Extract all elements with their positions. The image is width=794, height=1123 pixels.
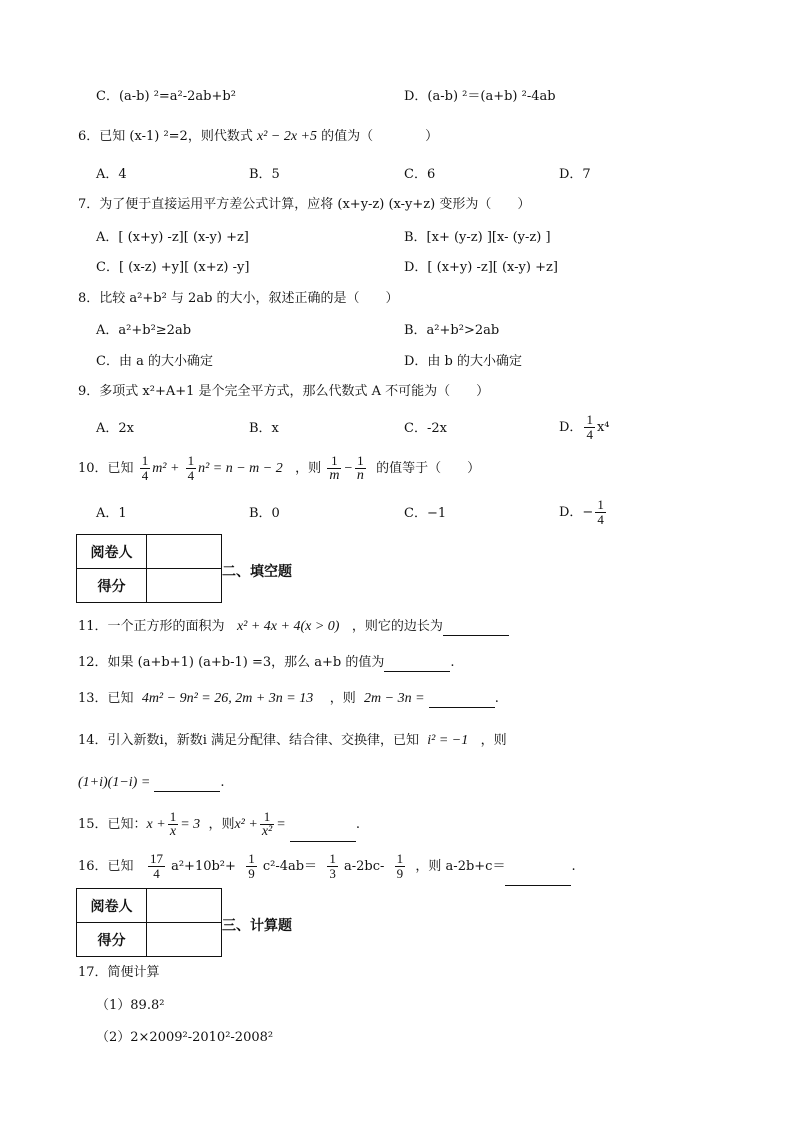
q9-option-a: A．2x — [96, 421, 134, 436]
q9-option-c: C．-2x — [404, 421, 447, 436]
q5-option-d: D．(a-b) ²＝(a+b) ²-4ab — [404, 89, 556, 104]
fraction-numerator: 1 — [169, 809, 177, 824]
fraction-numerator: 1 — [327, 454, 341, 469]
q11-pre: 11．一个正方形的面积为 — [78, 619, 225, 634]
q7-option-c: C．[ (x-z) +y][ (x+z) -y] — [96, 260, 250, 275]
q10-option-d — [559, 496, 608, 530]
q7-option-a: A．[ (x+y) -z][ (x-y) +z] — [96, 230, 249, 245]
q10-option-a: A．1 — [96, 506, 127, 521]
q17-title: 17．简便计算 — [78, 965, 160, 980]
fraction-denominator: x — [169, 824, 177, 839]
q11 — [78, 618, 509, 636]
q13-answer-blank[interactable] — [429, 693, 495, 708]
q10-term-2: n² = n − m − 2 — [198, 461, 283, 476]
q9-option-d-prefix: D． — [559, 420, 583, 435]
q12-text: 12．如果 (a+b+1) (a+b-1) =3，那么 a+b 的值为 — [78, 655, 385, 670]
q17-part-1: （1）89.8² — [96, 998, 165, 1013]
q15-x2: x² + — [234, 817, 258, 832]
fraction-denominator: 4 — [153, 866, 160, 881]
q16-post: ，则 a-2b+c＝ — [415, 859, 506, 874]
q16-answer-blank[interactable] — [505, 871, 571, 886]
fraction-denominator: 4 — [586, 427, 593, 442]
q10-option-d-prefix: D．− — [559, 505, 594, 520]
q9-stem: 9．多项式 x²+A+1 是个完全平方式，那么代数式 A 不可能为（ ） — [78, 384, 490, 399]
q11-answer-blank[interactable] — [443, 621, 509, 636]
q14-line1-pre: 14．引入新数i，新数i 满足分配律、结合律、交换律，已知 — [78, 733, 419, 748]
q16-fraction-1 — [148, 852, 165, 881]
q13-mid: ，则 — [329, 691, 356, 706]
reviewer-label: 阅卷人 — [77, 535, 147, 569]
q11-post: ，则它的边长为 — [351, 619, 443, 634]
q14-line1-post: ，则 — [480, 733, 507, 748]
q7-option-d: D．[ (x+y) -z][ (x-y) +z] — [404, 260, 558, 275]
q6-stem-pre: 6．已知 (x-1) ²=2，则代数式 — [78, 129, 253, 144]
q10-suffix: 的值等于（ ） — [376, 461, 481, 476]
fraction-denominator: m — [329, 468, 340, 483]
q16-term-2: c²-4ab＝ — [262, 859, 318, 874]
fraction-denominator: 9 — [396, 866, 404, 881]
q6-option-c: C．6 — [404, 167, 436, 182]
q15-mid: ，则 — [208, 817, 235, 832]
q14-line2-expression: (1+i)(1−i) = — [78, 775, 151, 790]
q14-line-1 — [78, 732, 507, 750]
q13-expression-2: 2m − 3n = — [364, 691, 425, 706]
q9-option-d-suffix: x⁴ — [596, 420, 610, 435]
q6-option-b: B．5 — [249, 167, 280, 182]
score-table-1 — [76, 534, 222, 603]
fraction-numerator: 1 — [396, 851, 404, 866]
q5-option-c: C．(a-b) ²=a²-2ab+b² — [96, 89, 236, 104]
q8-stem: 8．比较 a²+b² 与 2ab 的大小，叙述正确的是（ ） — [78, 291, 399, 306]
section-title-calculation: 三、计算题 — [222, 918, 292, 934]
q10-stem — [78, 452, 480, 486]
q15-fraction-1 — [168, 810, 179, 839]
q12-end: . — [450, 655, 455, 670]
q15-eq: = 3 — [180, 817, 201, 832]
score-cell[interactable] — [147, 569, 222, 603]
q8-option-b: B．a²+b²>2ab — [404, 323, 500, 338]
q15-pre: 15．已知： — [78, 817, 147, 832]
fraction-numerator: 1 — [355, 454, 366, 469]
q13-expression: 4m² − 9n² = 26, 2m + 3n = 13 — [141, 691, 314, 706]
q14-answer-blank[interactable] — [154, 777, 220, 792]
q16-term-1: a²+10b²+ — [171, 859, 236, 874]
q10-fraction-4 — [355, 454, 366, 483]
fraction-numerator: 1 — [597, 497, 604, 512]
fraction-numerator: 1 — [260, 810, 274, 825]
q8-option-d: D．由 b 的大小确定 — [404, 354, 523, 369]
q8-option-a: A．a²+b²≥2ab — [96, 323, 192, 338]
score-cell[interactable] — [147, 923, 222, 957]
q10-fraction-3 — [327, 454, 341, 483]
q10-option-b: B．0 — [249, 506, 280, 521]
fraction-denominator: 9 — [248, 866, 255, 881]
q16-pre: 16．已知 — [78, 859, 134, 874]
q6-stem — [78, 128, 438, 146]
q16-end: . — [571, 859, 576, 874]
fraction-denominator: 3 — [329, 866, 336, 881]
q16-fraction-3 — [327, 852, 338, 881]
q13 — [78, 690, 499, 708]
q10-fraction-1 — [140, 454, 151, 483]
q14-line-2 — [78, 774, 225, 792]
fraction-numerator: 1 — [141, 453, 149, 468]
q16-fraction-2 — [246, 852, 257, 881]
score-table-2 — [76, 888, 222, 957]
q15-end: . — [355, 817, 360, 832]
fraction-numerator: 1 — [586, 412, 593, 427]
section-title-fill-in: 二、填空题 — [222, 564, 292, 580]
fraction-denominator: 4 — [597, 512, 604, 527]
q8-option-c: C．由 a 的大小确定 — [96, 354, 213, 369]
q14-line1-expression: i² = −1 — [427, 733, 469, 748]
q9-option-d-fraction — [584, 413, 595, 442]
q15-answer-blank[interactable] — [290, 827, 356, 842]
score-label: 得分 — [77, 923, 147, 957]
score-label: 得分 — [77, 569, 147, 603]
q10-term-1: m² + — [152, 461, 180, 476]
reviewer-cell[interactable] — [147, 535, 222, 569]
q16-fraction-4 — [395, 852, 406, 881]
q10-option-c: C．−1 — [404, 506, 447, 521]
q10-option-d-fraction — [595, 498, 606, 527]
q11-expression: x² + 4x + 4(x > 0) — [236, 619, 340, 634]
q16-term-3: a-2bc- — [343, 859, 385, 874]
q13-pre: 13．已知 — [78, 691, 134, 706]
reviewer-label: 阅卷人 — [77, 889, 147, 923]
fraction-numerator: 17 — [149, 851, 163, 866]
q13-end: . — [494, 691, 499, 706]
q6-expression: x² − 2x +5 — [256, 129, 317, 144]
q17-part-2: （2）2×2009²-2010²-2008² — [96, 1030, 274, 1045]
q9-option-d — [559, 412, 609, 444]
fraction-denominator: n — [356, 468, 364, 483]
q6-stem-post: 的值为（ ） — [321, 129, 439, 144]
q16 — [78, 848, 576, 886]
q7-stem: 7．为了便于直接运用平方差公式计算，应将 (x+y-z) (x-y+z) 变形为（ ） — [78, 197, 531, 212]
fraction-numerator: 1 — [187, 453, 195, 468]
reviewer-cell[interactable] — [147, 889, 222, 923]
q15 — [78, 808, 360, 842]
q10-prefix: 10．已知 — [78, 461, 134, 476]
q14-end: . — [220, 775, 225, 790]
q6-option-d: D．7 — [559, 167, 591, 182]
q15-eq2: = — [276, 817, 286, 832]
fraction-denominator: 4 — [141, 468, 149, 483]
q7-option-b: B．[x+ (y-z) ][x- (y-z) ] — [404, 230, 551, 245]
q12 — [78, 654, 455, 672]
fraction-denominator: 4 — [187, 468, 195, 483]
q15-x: x + — [146, 817, 166, 832]
q12-answer-blank[interactable] — [384, 657, 450, 672]
fraction-denominator: x² — [261, 824, 273, 839]
q15-fraction-2 — [260, 810, 274, 839]
q10-mid: ，则 — [295, 461, 322, 476]
q9-option-b: B．x — [249, 421, 279, 436]
q6-option-a: A．4 — [96, 167, 127, 182]
q10-minus: − — [343, 461, 353, 476]
fraction-numerator: 1 — [248, 851, 255, 866]
fraction-numerator: 1 — [329, 851, 336, 866]
q10-fraction-2 — [186, 454, 197, 483]
